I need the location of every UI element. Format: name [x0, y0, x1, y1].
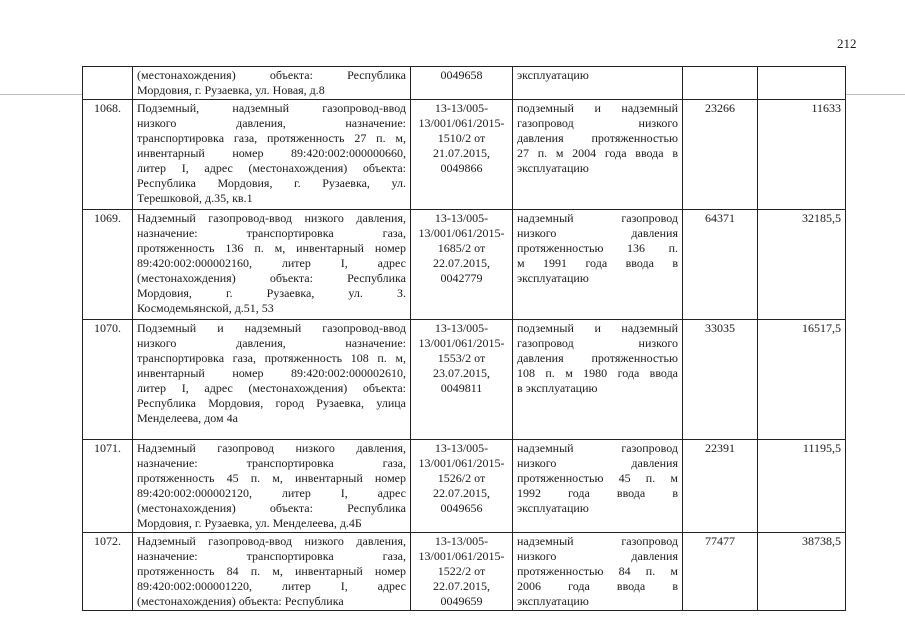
- page-number: 212: [837, 36, 857, 51]
- name-line: 27 п. м 2004 года ввода в: [517, 146, 678, 160]
- table-row: [83, 100, 846, 210]
- desc-line: протяженность 45 п. м, инвентарный номер: [137, 471, 406, 485]
- name-line: давления протяженностью: [517, 351, 678, 365]
- reg-line: 1553/2 от: [437, 351, 486, 365]
- name-line: протяженностью 45 п. м: [517, 471, 678, 485]
- desc-line: инвентарный номер 89:420:002:000002610,: [137, 366, 406, 380]
- desc-line: протяженность 84 п. м, инвентарный номер: [137, 564, 406, 578]
- desc-line: 89:420:002:000002160, литер I, адрес: [137, 256, 406, 270]
- object-description: [133, 100, 411, 210]
- name-line: низкого давления: [517, 549, 678, 563]
- name-line: 1992 года ввода в: [517, 486, 678, 500]
- reg-line: 1522/2 от: [437, 564, 486, 578]
- object-name: [513, 320, 683, 440]
- table-row: [83, 533, 846, 611]
- object-description: [133, 320, 411, 440]
- name-line: протяженностью 136 п.: [517, 241, 678, 255]
- object-description: [133, 533, 411, 611]
- registration-record: [411, 320, 513, 440]
- reg-line: 22.07.2015,: [433, 579, 490, 593]
- registration-record: [411, 440, 513, 533]
- registration-record: [411, 67, 513, 100]
- row-number: 1072.: [83, 533, 133, 611]
- name-line: 2006 года ввода в: [517, 579, 678, 593]
- object-description: [133, 67, 411, 100]
- row-number: 1069.: [83, 210, 133, 320]
- desc-line: низкого давления, назначение:: [137, 116, 406, 130]
- name-line: надземный газопровод: [517, 211, 678, 225]
- value-half-cell: [758, 67, 846, 100]
- object-name: [513, 210, 683, 320]
- desc-line: Космодемьянской, д.51, 53: [137, 301, 274, 315]
- desc-line: Терешковой, д.35, кв.1: [137, 191, 253, 205]
- registration-record: [411, 100, 513, 210]
- name-line: низкого давления: [517, 456, 678, 470]
- object-name: [513, 533, 683, 611]
- registration-record: [411, 210, 513, 320]
- desc-line: (местонахождения) объекта: Республика: [137, 501, 406, 515]
- desc-line: низкого давления, назначение:: [137, 336, 406, 350]
- reg-line: 0049659: [440, 594, 483, 608]
- name-line: газопровод низкого: [517, 116, 678, 130]
- desc-line: (местонахождения) объекта: Республика: [137, 594, 344, 608]
- desc-line: 89:420:002:000001220, литер I, адрес: [137, 579, 406, 593]
- row-number: 1070.: [83, 320, 133, 440]
- name-line: давления протяженностью: [517, 131, 678, 145]
- desc-line: транспортировка газа, протяженность 108 п. м,: [137, 351, 406, 365]
- desc-line: инвентарный номер 89:420:002:000000660,: [137, 146, 406, 160]
- desc-line: Мордовия, г. Рузаевка, ул. Новая, д.8: [137, 83, 325, 97]
- value-half-cell: 16517,5: [758, 320, 846, 440]
- reg-line: 13-13/005-: [434, 101, 489, 115]
- table-row: [83, 320, 846, 440]
- name-line: эксплуатацию: [517, 271, 589, 285]
- reg-line: 13/001/061/2015-: [418, 116, 505, 130]
- desc-line: Мордовия, г. Рузаевка, ул. Менделеева, д.4Б: [137, 516, 362, 530]
- reg-line: 13/001/061/2015-: [418, 456, 505, 470]
- name-line: газопровод низкого: [517, 336, 678, 350]
- value-cell: 33035: [683, 320, 758, 440]
- value-cell: 22391: [683, 440, 758, 533]
- name-line: 108 п. м 1980 года ввода: [517, 366, 678, 380]
- name-line: эксплуатацию: [517, 161, 589, 175]
- reg-line: 13-13/005-: [434, 441, 489, 455]
- object-description: [133, 210, 411, 320]
- desc-line: (местонахождения) объекта: Республика: [137, 68, 406, 82]
- reg-line: 22.07.2015,: [433, 486, 490, 500]
- reg-line: 22.07.2015,: [433, 256, 490, 270]
- name-line: подземный и надземный: [517, 101, 678, 115]
- reg-line: 13-13/005-: [434, 321, 489, 335]
- name-line: надземный газопровод: [517, 534, 678, 548]
- desc-line: Надземный газопровод низкого давления,: [137, 441, 406, 455]
- scan-artifact-left: [0, 94, 82, 95]
- reg-line: 13/001/061/2015-: [418, 336, 505, 350]
- name-line: м 1991 года ввода в: [517, 256, 678, 270]
- row-number: 1068.: [83, 100, 133, 210]
- row-number: 1071.: [83, 440, 133, 533]
- name-line: подземный и надземный: [517, 321, 678, 335]
- object-name: [513, 440, 683, 533]
- reg-line: 0049866: [440, 161, 483, 175]
- desc-line: назначение: транспортировка газа,: [137, 549, 406, 563]
- reg-line: 1526/2 от: [437, 471, 486, 485]
- reg-line: 13-13/005-: [434, 534, 489, 548]
- desc-line: транспортировка газа, протяженность 27 п. м,: [137, 131, 406, 145]
- object-name: [513, 67, 683, 100]
- name-line: надземный газопровод: [517, 441, 678, 455]
- value-cell: 64371: [683, 210, 758, 320]
- value-half-cell: 11195,5: [758, 440, 846, 533]
- reg-line: 13/001/061/2015-: [418, 549, 505, 563]
- object-name: [513, 100, 683, 210]
- desc-line: Мордовия, г. Рузаевка, ул. З.: [137, 286, 406, 300]
- table-row: [83, 67, 846, 100]
- desc-line: Подземный и надземный газопровод-ввод: [137, 321, 406, 335]
- object-description: [133, 440, 411, 533]
- reg-line: 0049658: [440, 68, 483, 82]
- desc-line: Подземный, надземный газопровод-ввод: [137, 101, 406, 115]
- desc-line: литер I, адрес (местонахождения) объекта:: [137, 381, 406, 395]
- desc-line: 89:420:002:000002120, литер I, адрес: [137, 486, 406, 500]
- reg-line: 0042779: [440, 271, 483, 285]
- table-row: [83, 440, 846, 533]
- desc-line: Республика Мордовия, г. Рузаевка, ул.: [137, 176, 406, 190]
- reg-line: 13-13/005-: [434, 211, 489, 225]
- desc-line: Менделеева, дом 4а: [137, 411, 238, 425]
- value-cell: 23266: [683, 100, 758, 210]
- desc-line: протяженность 136 п. м, инвентарный номер: [137, 241, 406, 255]
- name-line: протяженностью 84 п. м: [517, 564, 678, 578]
- value-half-cell: 38738,5: [758, 533, 846, 611]
- value-cell: [683, 67, 758, 100]
- desc-line: Надземный газопровод-ввод низкого давления,: [137, 211, 406, 225]
- reg-line: 23.07.2015,: [433, 366, 490, 380]
- registry-table: [82, 66, 846, 611]
- name-line: эксплуатацию: [517, 594, 589, 608]
- desc-line: Надземный газопровод-ввод низкого давления,: [137, 534, 406, 548]
- reg-line: 13/001/061/2015-: [418, 226, 505, 240]
- reg-line: 1685/2 от: [437, 241, 486, 255]
- desc-line: назначение: транспортировка газа,: [137, 226, 406, 240]
- reg-line: 0049656: [440, 501, 483, 515]
- desc-line: (местонахождения) объекта: Республика: [137, 271, 406, 285]
- reg-line: 1510/2 от: [437, 131, 486, 145]
- value-half-cell: 11633: [758, 100, 846, 210]
- desc-line: Республика Мордовия, город Рузаевка, улица: [137, 396, 406, 410]
- value-half-cell: 32185,5: [758, 210, 846, 320]
- registration-record: [411, 533, 513, 611]
- table-row: [83, 210, 846, 320]
- reg-line: 21.07.2015,: [433, 146, 490, 160]
- scan-artifact-right: [845, 94, 905, 95]
- reg-line: 0049811: [440, 381, 483, 395]
- name-line: эксплуатацию: [517, 68, 589, 82]
- desc-line: литер I, адрес (местонахождения) объекта:: [137, 161, 406, 175]
- name-line: эксплуатацию: [517, 501, 589, 515]
- name-line: в эксплуатацию: [517, 381, 598, 395]
- name-line: низкого давления: [517, 226, 678, 240]
- value-cell: 77477: [683, 533, 758, 611]
- row-number: [83, 67, 133, 100]
- desc-line: назначение: транспортировка газа,: [137, 456, 406, 470]
